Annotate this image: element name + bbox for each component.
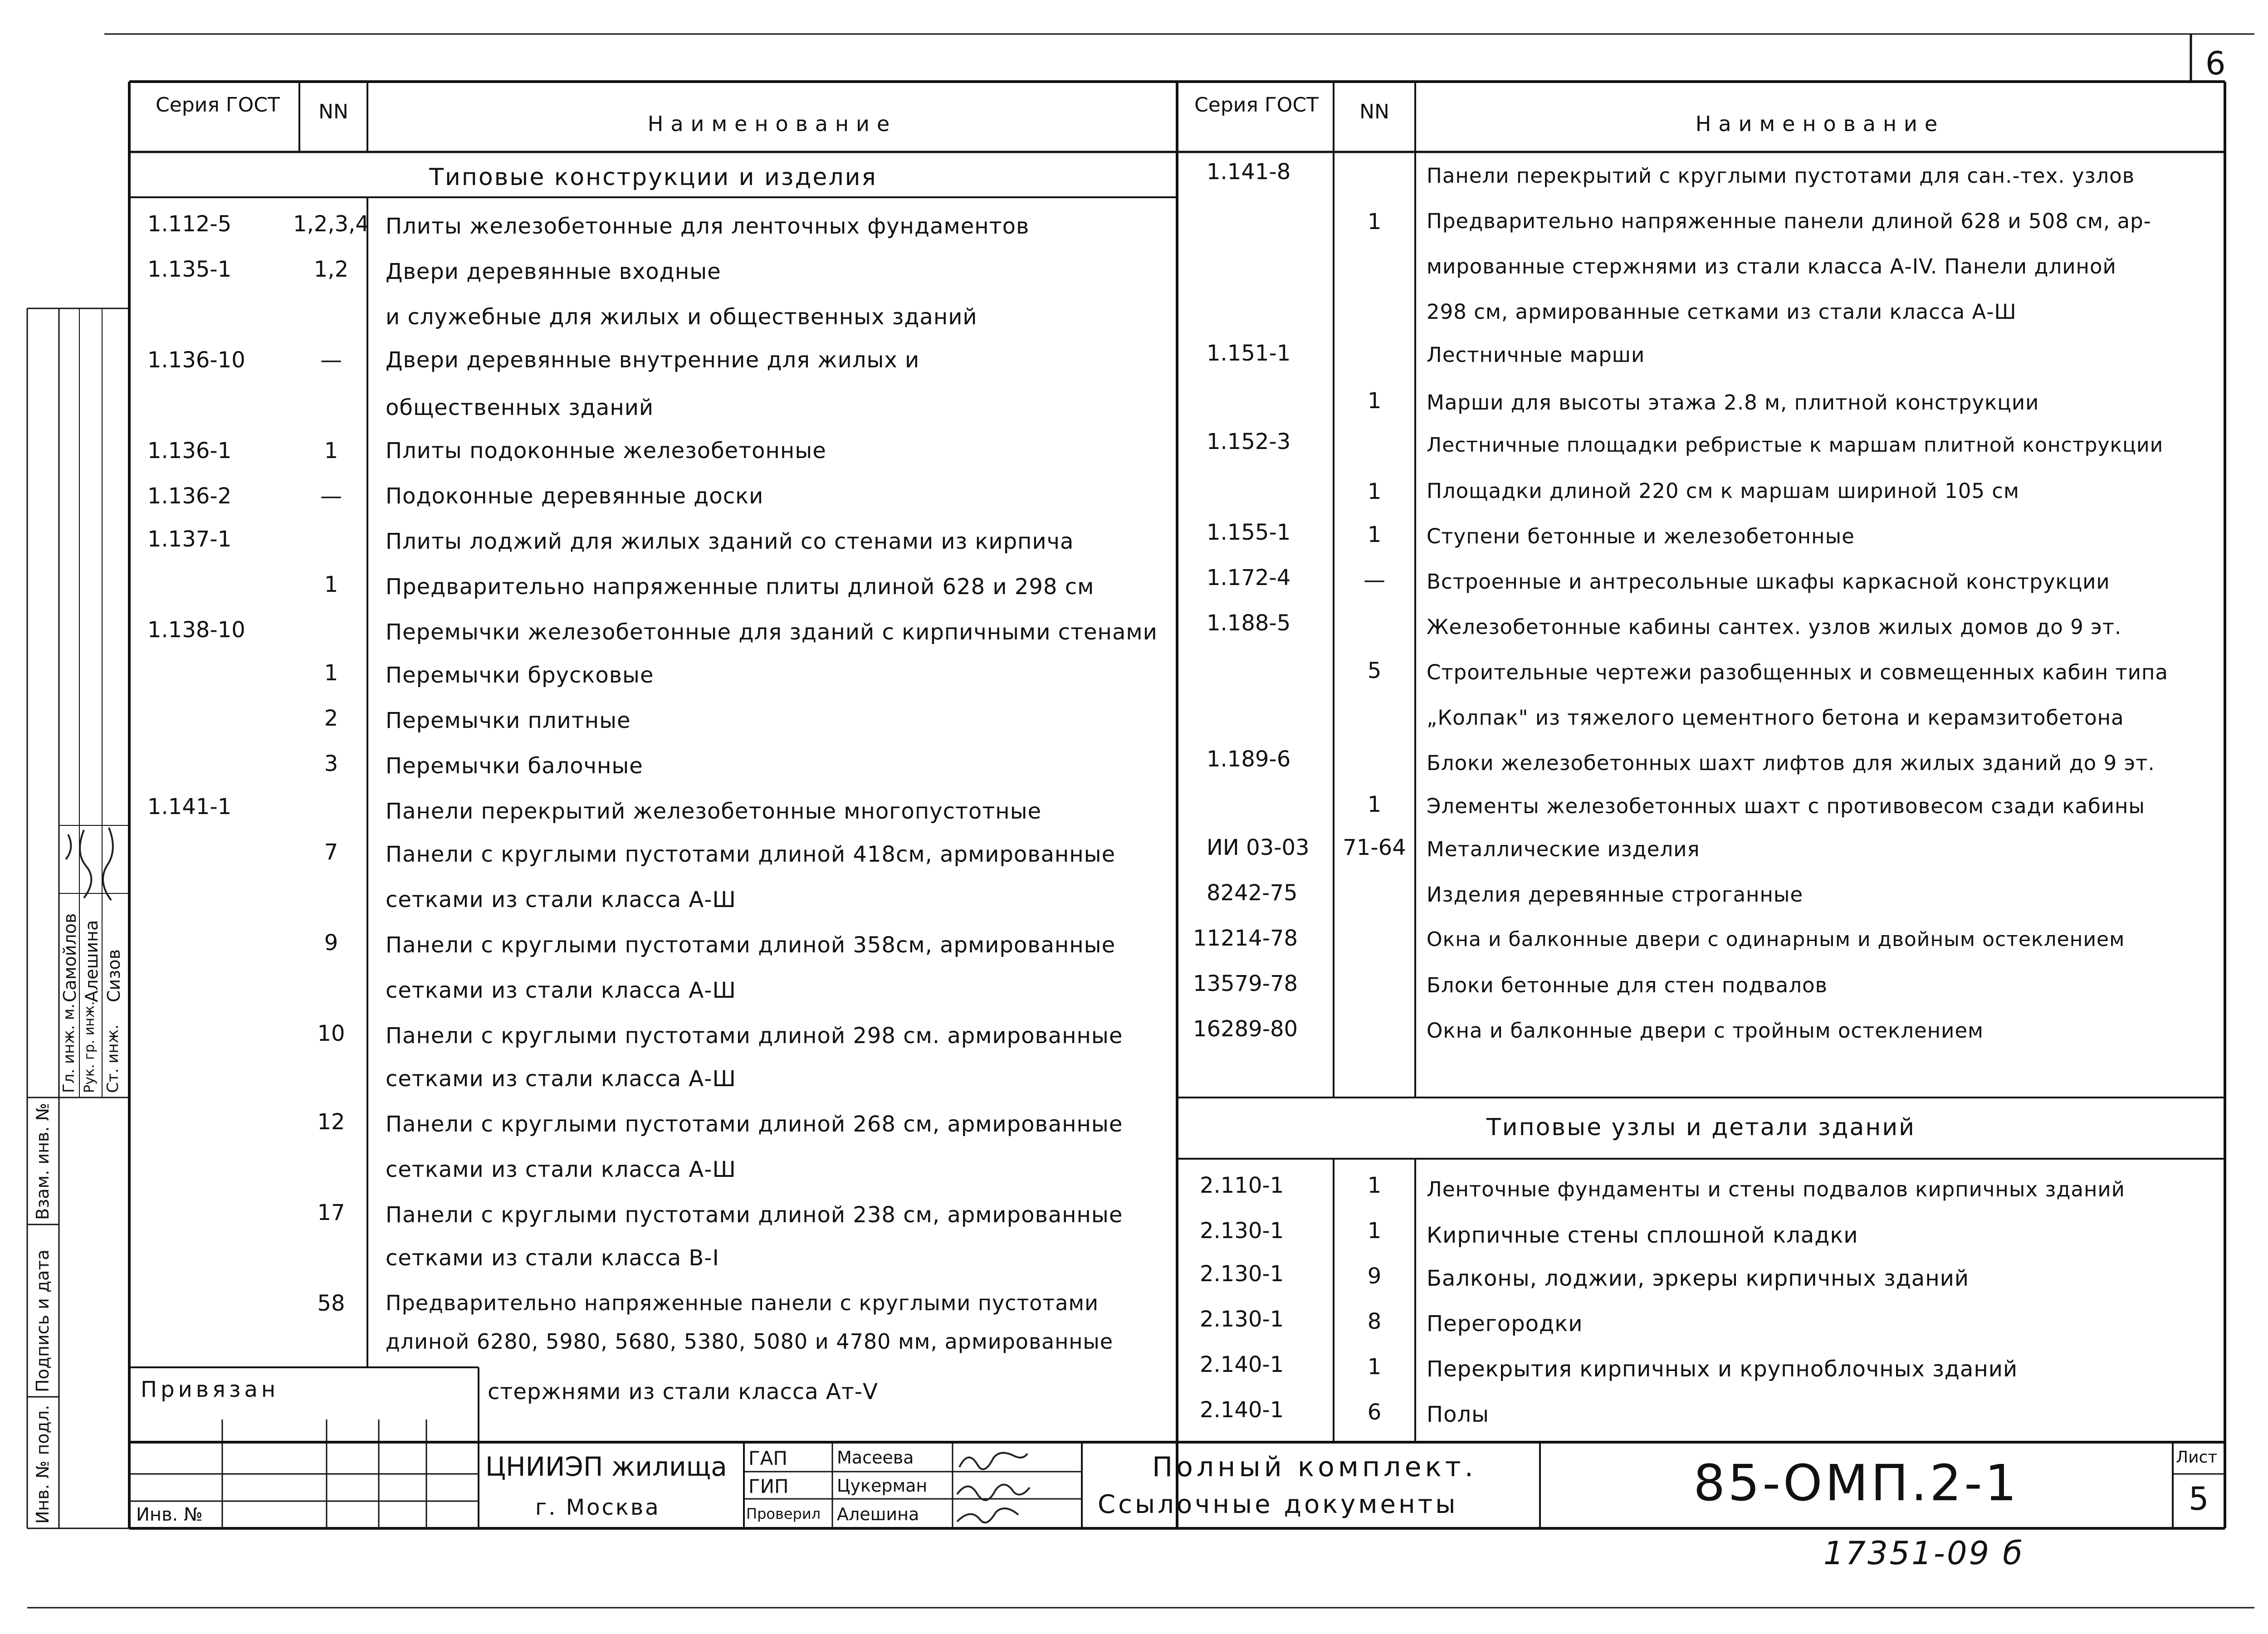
row-name: Ленточные фундаменты и стены подвалов кирпичных зданий [1427,1177,2125,1201]
row-name: Панели с круглыми пустотами длиной 238 см, армированные [386,1202,1123,1228]
row-series: 1.172-4 [1207,565,1291,590]
row-name: Панели перекрытий с круглыми пустотами для сан.-тех. узлов [1427,164,2135,188]
row-name: сетками из стали класса А-Ш [386,1066,736,1092]
row-name: Встроенные и антресольные шкафы каркасной конструкции [1427,570,2110,594]
row-series: 13579-78 [1193,971,1298,996]
row-name: Железобетонные кабины сантех. узлов жилых домов до 9 эт. [1427,615,2122,639]
row-nn: — [320,347,342,373]
row-nn: — [1364,567,1385,593]
row-nn: 10 [317,1021,345,1046]
row-nn: 1 [324,438,338,463]
row-series: 2.140-1 [1200,1352,1284,1377]
row-nn: 1,2,3,4 [293,211,369,237]
row-series: 1.152-3 [1207,429,1291,454]
doc-title-line1: Полный комплект. [1152,1451,1477,1483]
row-name: Предварительно напряженные плиты длиной 628 и 298 см [386,574,1095,600]
row-name: Марши для высоты этажа 2.8 м, плитной конструкции [1427,390,2039,415]
left-header-series: Серия ГОСТ [156,93,280,117]
side-name-2: Алешина [82,920,102,1002]
row-name: длиной 6280, 5980, 5680, 5380, 5080 и 4780 мм, армированные [386,1329,1114,1354]
row-name: сетками из стали класса А-Ш [386,978,736,1003]
side-label-podpis: Подпись и дата [33,1249,53,1392]
row-name: Плиты железобетонные для ленточных фундаментов [386,214,1030,239]
side-role-2: Рук. гр. инж. [82,1001,98,1093]
row-name: Двери деревянные входные [386,259,721,284]
row-name: Ступени бетонные и железобетонные [1427,524,1855,548]
row-name: мированные стержнями из стали класса А-IV. Панели длиной [1427,254,2116,278]
row-nn: 8 [1367,1309,1382,1334]
row-series: 1.155-1 [1207,520,1291,545]
right-header-nn: NN [1359,100,1389,123]
row-name: Строительные чертежи разобщенных и совмещенных кабин типа [1427,660,2168,684]
side-label-inv-podl: Инв. № подл. [33,1405,53,1524]
row-name: Перегородки [1427,1311,1583,1336]
row-name: Перекрытия кирпичных и крупноблочных зданий [1427,1356,2018,1382]
name-proveril: Алешина [837,1504,919,1524]
row-nn: 1 [1367,792,1382,817]
row-series: 1.151-1 [1207,341,1291,366]
side-label-vzam: Взам. инв. № [33,1102,53,1220]
row-name: стержнями из стали класса Ат-V [488,1379,878,1405]
right-header-series: Серия ГОСТ [1194,93,1319,117]
privyazan-label: Привязан [141,1377,279,1402]
row-nn: 1 [324,572,338,597]
row-nn: 5 [1367,658,1382,683]
side-name-3: Сизов [104,949,124,1002]
name-gap: Масеева [837,1448,914,1468]
row-series: ИИ 03-03 [1207,835,1310,860]
row-name: Предварительно напряженные панели длиной 628 и 508 см, ар- [1427,209,2151,233]
page-number: 6 [2205,45,2226,82]
row-name: Плиты лоджий для жилых зданий со стенами из кирпича [386,529,1074,554]
row-series: 1.141-1 [147,794,232,819]
row-name: Перемычки брусковые [386,663,654,688]
row-series: 2.130-1 [1200,1218,1284,1244]
row-series: 1.189-6 [1207,746,1291,772]
row-series: 16289-80 [1193,1016,1298,1042]
row-series: 1.138-10 [147,617,245,643]
row-series: 1.137-1 [147,527,232,552]
row-name: Окна и балконные двери с одинарным и двойным остеклением [1427,928,2125,951]
archive-number: 17351-09 б [1823,1535,2024,1572]
row-name: Блоки железобетонных шахт лифтов для жилых зданий до 9 эт. [1427,751,2155,775]
row-name: Панели с круглыми пустотами длиной 418см, армированные [386,842,1116,867]
row-nn: 58 [317,1291,345,1316]
left-header-name: Наименование [647,112,897,136]
row-series: 2.130-1 [1200,1307,1284,1332]
role-gip: ГИП [748,1475,789,1497]
side-role-1: Гл. инж. м. [60,1003,78,1093]
row-name: Металлические изделия [1427,837,1700,861]
row-name: Перемычки балочные [386,753,643,779]
left-header-nn: NN [318,100,348,123]
row-name: сетками из стали класса А-Ш [386,887,736,912]
row-nn: 1 [1367,1173,1382,1198]
row-series: 1.112-5 [147,211,232,237]
role-gap: ГАП [748,1447,787,1469]
row-series: 2.140-1 [1200,1397,1284,1423]
row-nn: 1 [1367,1354,1382,1380]
row-nn: 1 [1367,388,1382,414]
side-name-1: Самойлов [60,913,80,1002]
row-nn: 1 [1367,479,1382,504]
org-name: ЦНИИЭП жилища [485,1451,727,1482]
row-nn: 12 [317,1109,345,1135]
row-series: 2.130-1 [1200,1261,1284,1287]
row-nn: 1 [324,660,338,686]
row-name: Балконы, лоджии, эркеры кирпичных зданий [1427,1266,1969,1291]
row-nn: 7 [324,839,338,865]
row-name: „Колпак" из тяжелого цементного бетона и керамзитобетона [1427,706,2124,730]
row-name: Панели с круглыми пустотами длиной 298 см. армированные [386,1023,1123,1049]
row-series: 11214-78 [1193,926,1298,951]
row-name: Двери деревянные внутренние для жилых и [386,347,920,373]
row-series: 1.141-8 [1207,159,1291,185]
side-role-3: Ст. инж. [104,1024,122,1093]
row-name: Плиты подоконные железобетонные [386,438,826,463]
row-nn: 1 [1367,522,1382,547]
left-section-title: Типовые конструкции и изделия [429,164,877,191]
role-proveril: Проверил [746,1505,821,1522]
row-series: 1.136-1 [147,438,232,463]
row-nn: 17 [317,1200,345,1225]
row-name: Лестничные площадки ребристые к маршам плитной конструкции [1427,434,2164,457]
row-nn: — [320,483,342,509]
row-nn: 6 [1367,1400,1382,1425]
inv-no-label: Инв. № [136,1504,203,1525]
row-nn: 9 [324,930,338,956]
row-nn: 1 [1367,209,1382,234]
row-nn: 71-64 [1343,835,1406,860]
row-series: 1.136-10 [147,347,245,373]
row-name: Лестничные марши [1427,343,1645,367]
row-name: общественных зданий [386,395,654,420]
row-series: 1.135-1 [147,257,232,282]
row-name: Полы [1427,1402,1490,1427]
row-series: 1.188-5 [1207,610,1291,636]
row-name: Панели с круглыми пустотами длиной 358см, армированные [386,932,1116,958]
row-nn: 2 [324,706,338,731]
row-name: сетками из стали класса А-Ш [386,1157,736,1182]
row-name: 298 см, армированные сетками из стали класса А-Ш [1427,300,2017,324]
sheet-number: 5 [2189,1480,2209,1517]
row-name: Изделия деревянные строганные [1427,883,1804,907]
row-name: Перемычки плитные [386,708,631,733]
sheet-label: Лист [2176,1448,2218,1467]
row-nn: 1 [1367,1218,1382,1244]
row-name: Панели с круглыми пустотами длиной 268 см, армированные [386,1112,1123,1137]
org-city: г. Москва [535,1495,660,1520]
right-header-name: Наименование [1695,112,1945,136]
row-name: Площадки длиной 220 см к маршам шириной 105 см [1427,479,2019,503]
row-name: Блоки бетонные для стен подвалов [1427,973,1828,997]
row-name: Кирпичные стены сплошной кладки [1427,1223,1858,1248]
row-name: Панели перекрытий железобетонные многопустотные [386,799,1042,824]
row-name: Перемычки железобетонные для зданий с кирпичными стенами [386,619,1158,645]
row-name: Подоконные деревянные доски [386,483,764,509]
row-series: 1.136-2 [147,483,232,509]
designation: 85-ОМП.2-1 [1693,1454,2019,1512]
row-nn: 1,2 [313,257,349,282]
doc-title-line2: Ссылочные документы [1098,1490,1458,1519]
row-name: Предварительно напряженные панели с круглыми пустотами [386,1291,1099,1315]
right-section2-title: Типовые узлы и детали зданий [1486,1114,1916,1141]
row-name: Элементы железобетонных шахт с противовесом сзади кабины [1427,794,2145,818]
row-name: сетками из стали класса В-I [386,1245,719,1271]
name-gip: Цукерман [837,1476,928,1496]
row-series: 8242-75 [1207,880,1298,906]
row-nn: 3 [324,751,338,776]
row-nn: 9 [1367,1263,1382,1289]
row-name: Окна и балконные двери с тройным остеклением [1427,1019,1984,1043]
row-series: 2.110-1 [1200,1173,1284,1198]
row-name: и служебные для жилых и общественных зданий [386,304,978,330]
